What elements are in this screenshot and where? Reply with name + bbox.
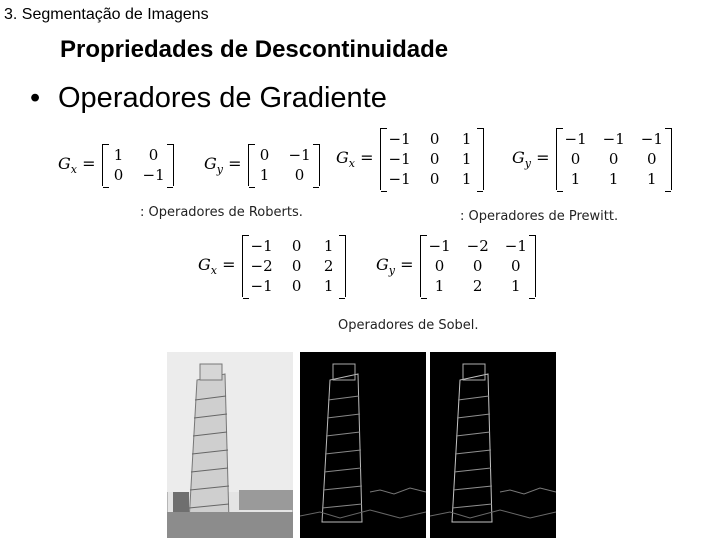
tower-edges-image-a	[300, 352, 426, 538]
matrix-cell: 0	[291, 257, 302, 275]
matrix-cell: 0	[647, 150, 657, 168]
bullet-item	[30, 82, 387, 115]
roberts-gy-matrix	[248, 144, 320, 186]
matrix-cell: 1	[323, 277, 334, 295]
prewitt-gy-matrix	[556, 128, 672, 190]
prewitt-gx-matrix	[380, 128, 484, 190]
roberts-caption: : Operadores de Roberts.	[140, 205, 303, 220]
matrix-cell: 0	[511, 257, 521, 275]
matrix-cell: −1	[388, 150, 411, 168]
sobel-gx-label: $G_x$ =	[198, 254, 236, 278]
matrix-cell: 1	[323, 237, 334, 255]
roberts-gy	[204, 144, 320, 186]
roberts-gx-label: $G_x$ =	[58, 153, 96, 177]
sobel-caption: Operadores de Sobel.	[338, 318, 479, 333]
matrix-cell: 0	[434, 257, 445, 275]
matrix-cell: 2	[472, 277, 483, 295]
matrix-cell: −1	[428, 237, 451, 255]
matrix-cell: 1	[113, 146, 124, 164]
matrix-cell: 1	[570, 170, 581, 188]
matrix-cell: 0	[608, 150, 619, 168]
sobel-gy-label: $G_y$ =	[376, 254, 414, 278]
tower-original-image	[167, 352, 293, 538]
matrix-cell: 0	[291, 277, 302, 295]
prewitt-caption: : Operadores de Prewitt.	[460, 209, 619, 224]
roberts-gx	[58, 144, 174, 186]
prewitt-gy-label: $G_y$ =	[512, 147, 550, 171]
prewitt-gx	[336, 128, 484, 190]
sobel-gy	[376, 235, 536, 297]
bullet-text: Operadores de Gradiente	[58, 82, 387, 114]
matrix-cell: −2	[250, 257, 273, 275]
matrix-cell: 1	[461, 130, 472, 148]
matrix-cell: 1	[647, 170, 657, 188]
matrix-cell: −1	[288, 146, 311, 164]
roberts-gx-matrix	[102, 144, 174, 186]
bullet-icon: •	[30, 82, 41, 114]
matrix-cell: −1	[250, 277, 273, 295]
matrix-cell: −1	[504, 237, 527, 255]
matrix-cell: −1	[388, 130, 411, 148]
matrix-cell: −1	[602, 130, 625, 148]
tower-edges-image-b	[430, 352, 556, 538]
matrix-cell: 1	[461, 170, 472, 188]
matrix-cell: 1	[259, 166, 270, 184]
matrix-cell: 0	[429, 150, 440, 168]
matrix-cell: 0	[113, 166, 124, 184]
prewitt-gx-label: $G_x$ =	[336, 147, 374, 171]
matrix-cell: −1	[640, 130, 663, 148]
matrix-cell: 2	[323, 257, 334, 275]
section-header: 3. Segmentação de Imagens	[4, 6, 209, 23]
matrix-cell: −1	[388, 170, 411, 188]
sobel-gx-matrix	[242, 235, 346, 297]
matrix-cell: 0	[429, 130, 440, 148]
matrix-cell: 0	[259, 146, 270, 164]
matrix-cell: 0	[294, 166, 305, 184]
sobel-gy-matrix	[420, 235, 536, 297]
matrix-cell: 1	[434, 277, 445, 295]
roberts-gy-label: $G_y$ =	[204, 153, 242, 177]
matrix-cell: 0	[148, 146, 159, 164]
prewitt-gy	[512, 128, 672, 190]
matrix-cell: −1	[250, 237, 273, 255]
matrix-cell: 0	[291, 237, 302, 255]
matrix-cell: −1	[142, 166, 165, 184]
matrix-cell: 1	[511, 277, 521, 295]
matrix-cell: −1	[564, 130, 587, 148]
matrix-cell: 0	[472, 257, 483, 275]
matrix-cell: 1	[608, 170, 619, 188]
matrix-cell: 0	[570, 150, 581, 168]
slide-title: Propriedades de Descontinuidade	[60, 36, 449, 63]
matrix-cell: 0	[429, 170, 440, 188]
sobel-gx	[198, 235, 346, 297]
matrix-cell: −2	[466, 237, 489, 255]
matrix-cell: 1	[461, 150, 472, 168]
